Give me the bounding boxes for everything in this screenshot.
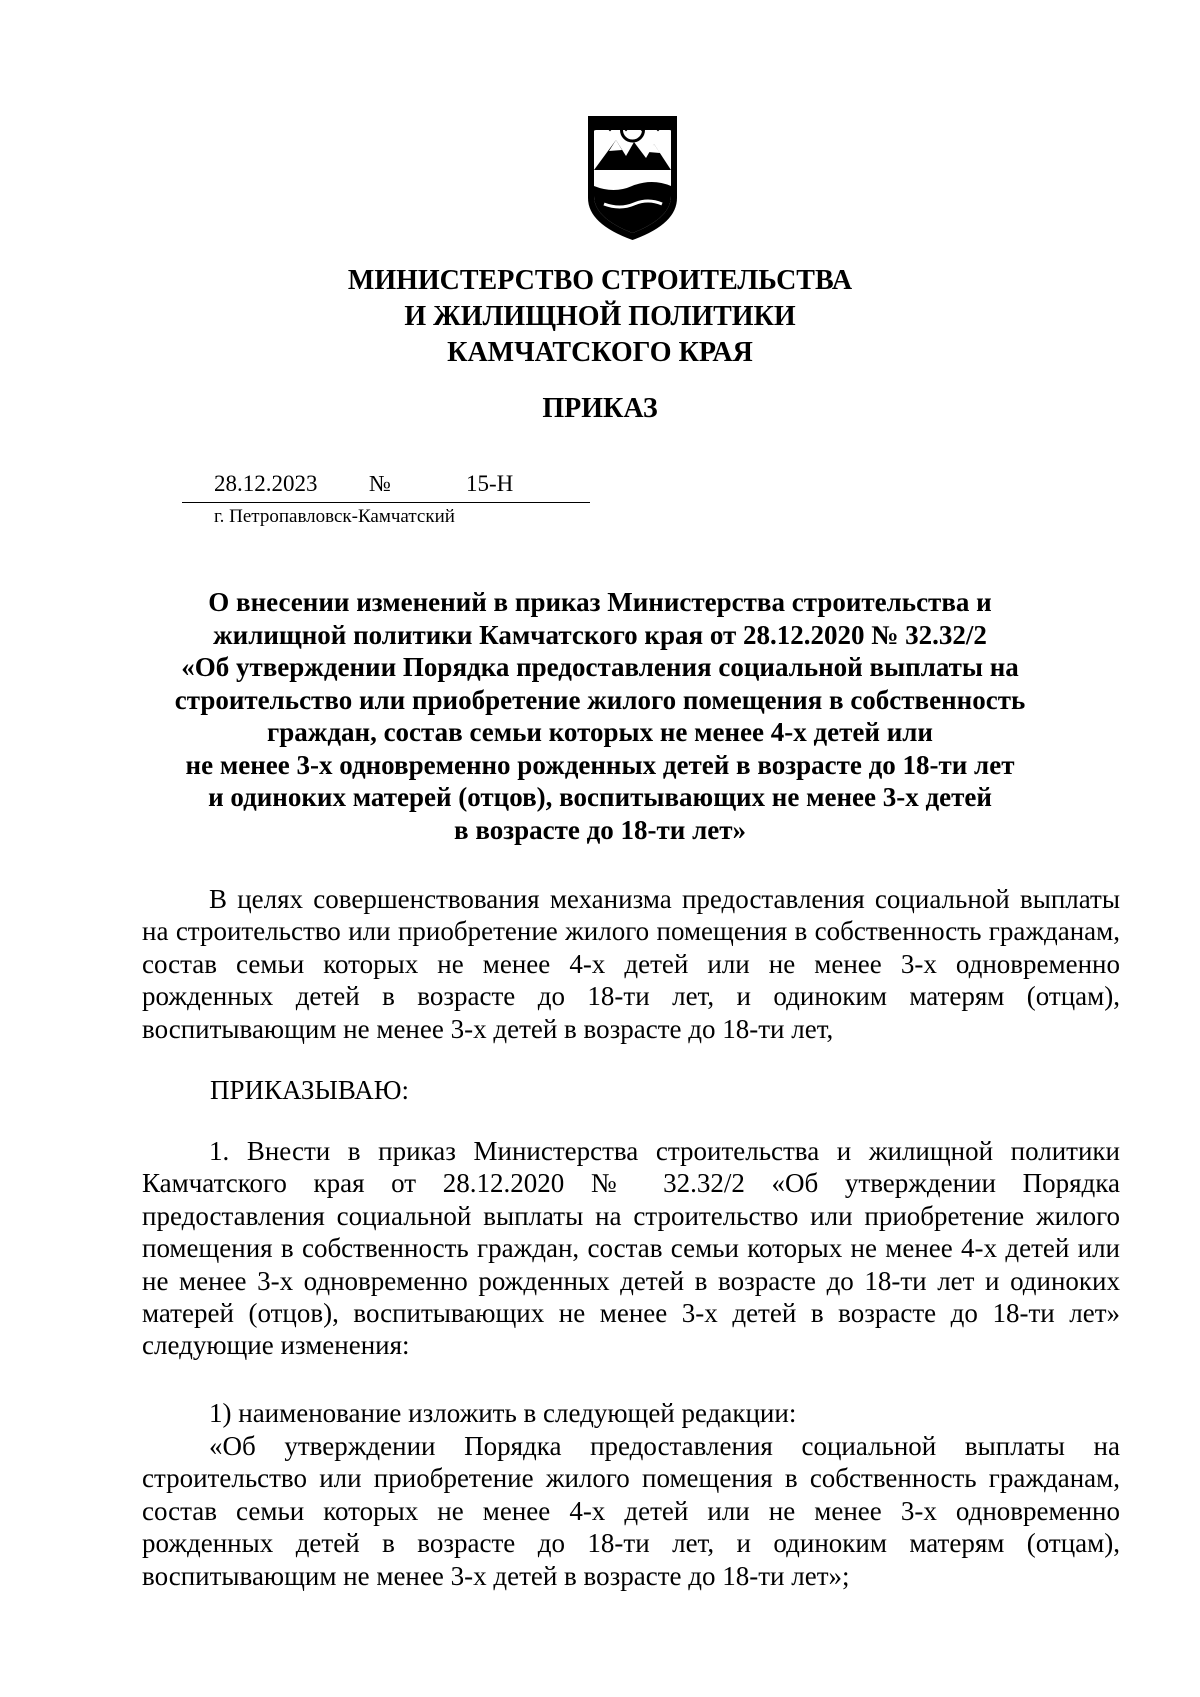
order-date: 28.12.2023 [214,471,318,496]
item-1-paragraph: 1. Внести в приказ Министерства строительства и жилищной политики Камчатского края от 28.12.2020 № 32.32/2 «Об утверждении Порядка предоставления социальной выплаты на строительство или приобретение жилого помещения в собственность граждан, состав семьи которых не менее 4-х детей или не менее 3-х одновременно рожденных детей в возрасте до 18-ти лет и одиноких матерей (отцов), воспитывающих не менее 3-х детей в возрасте до 18-ти лет» следующие изменения: [142,1136,1120,1361]
date-number-underline [182,502,590,503]
subitem-1-paragraph: 1) наименование изложить в следующей редакции: [209,1398,797,1428]
title-line: строительство или приобретение жилого помещения в собственность [174,684,1026,715]
ministry-line: И ЖИЛИЩНОЙ ПОЛИТИКИ [404,301,796,332]
intro-paragraph: В целях совершенствования механизма предоставления социальной выплаты на строительство или приобретение жилого помещения в собственность гражданам, состав семьи которых не менее 4-х детей или не менее 3-х одновременно рожденных детей в возрасте до 18-ти лет, и одиноким матерям (отцам), воспитывающим не менее 3-х детей в возрасте до 18-ти лет, [142,884,1120,1044]
title-line: в возрасте до 18-ти лет» [454,814,746,845]
ministry-line: КАМЧАТСКОГО КРАЯ [447,337,753,368]
kamchatka-coat-of-arms-icon [580,112,685,244]
title-line: граждан, состав семьи которых не менее 4-х детей или [267,717,933,747]
ministry-line: МИНИСТЕРСТВО СТРОИТЕЛЬСТВА [347,265,853,296]
document-type: ПРИКАЗ [542,393,658,424]
document-title [140,586,1060,846]
decree-word: ПРИКАЗЫВАЮ: [210,1075,409,1105]
city: г. Петропавловск-Камчатский [214,506,455,527]
ministry-name [0,263,1200,371]
title-line: О внесении изменений в приказ Министерства строительства и [208,587,992,617]
title-line: не менее 3-х одновременно рожденных детей в возрасте до 18-ти лет [185,749,1015,780]
number-sign: № [369,471,391,496]
title-line: жилищной политики Камчатского края от 28.12.2020 № 32.32/2 [213,619,987,650]
title-line: и одиноких матерей (отцов), воспитывающих не менее 3-х детей [208,782,992,812]
order-number: 15-Н [466,471,514,496]
quote-paragraph: «Об утверждении Порядка предоставления социальной выплаты на строительство или приобретение жилого помещения в собственность гражданам, состав семьи которых не менее 4-х детей или не менее 3-х одновременно рожденных детей в возрасте до 18-ти лет, и одиноким матерям (отцам), воспитывающим не менее 3-х детей в возрасте до 18-ти лет»; [142,1431,1120,1591]
title-line: «Об утверждении Порядка предоставления социальной выплаты на [181,652,1019,682]
